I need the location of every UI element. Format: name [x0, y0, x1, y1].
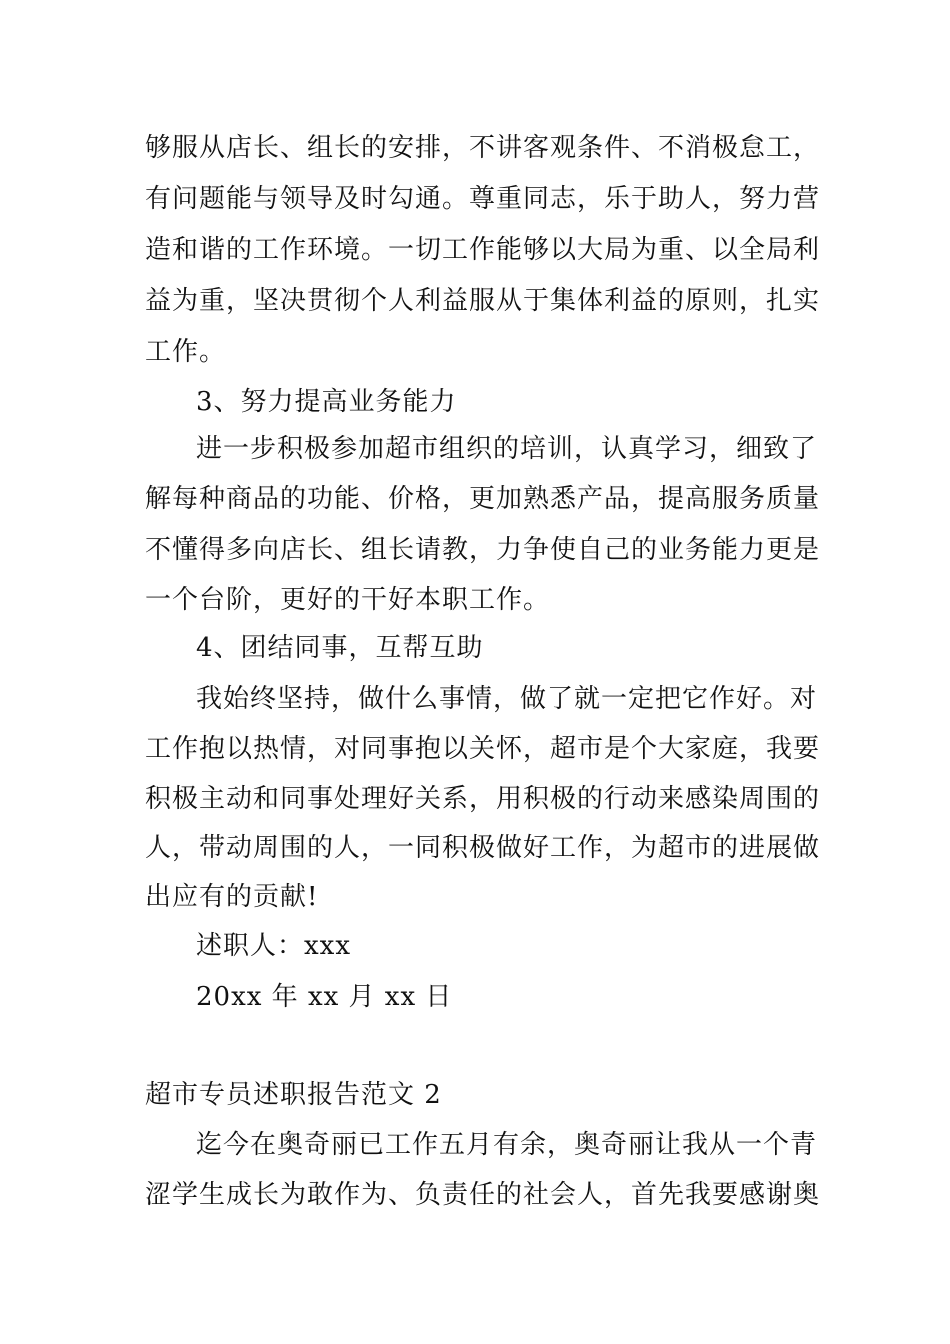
paragraph-line: 出应有的贡献!	[145, 882, 319, 912]
paragraph-line: 益为重，坚决贯彻个人利益服从于集体利益的原则，扎实	[145, 286, 821, 316]
paragraph-line: 造和谐的工作环境。一切工作能够以大局为重、以全局利	[145, 235, 821, 265]
paragraph-line: 不懂得多向店长、组长请教，力争使自己的业务能力更是	[145, 535, 821, 565]
section-heading: 3、努力提高业务能力	[196, 387, 457, 417]
section-title: 超市专员述职报告范文 2	[145, 1080, 442, 1110]
paragraph-line: 我始终坚持，做什么事情，做了就一定把它作好。对	[196, 684, 818, 714]
paragraph-line: 解每种商品的功能、价格，更加熟悉产品，提高服务质量	[145, 484, 821, 514]
paragraph-line: 工作。	[145, 337, 227, 367]
paragraph-line: 工作抱以热情，对同事抱以关怀，超市是个大家庭，我要	[145, 734, 821, 764]
paragraph-line: 有问题能与领导及时勾通。尊重同志，乐于助人，努力营	[145, 184, 821, 214]
signature-date: 20xx 年 xx 月 xx 日	[196, 982, 453, 1012]
section-heading: 4、团结同事，互帮互助	[196, 633, 484, 663]
paragraph-line: 积极主动和同事处理好关系，用积极的行动来感染周围的	[145, 784, 821, 814]
paragraph-line: 进一步积极参加超市组织的培训，认真学习，细致了	[196, 434, 818, 464]
signature-reporter: 述职人：xxx	[196, 931, 351, 961]
paragraph-line: 一个台阶，更好的干好本职工作。	[145, 585, 551, 615]
paragraph-line: 迄今在奥奇丽已工作五月有余，奥奇丽让我从一个青	[196, 1130, 818, 1160]
paragraph-line: 够服从店长、组长的安排，不讲客观条件、不消极怠工，	[145, 133, 821, 163]
paragraph-line: 涩学生成长为敢作为、负责任的社会人，首先我要感谢奥	[145, 1180, 821, 1210]
paragraph-line: 人，带动周围的人，一同积极做好工作，为超市的进展做	[145, 833, 821, 863]
